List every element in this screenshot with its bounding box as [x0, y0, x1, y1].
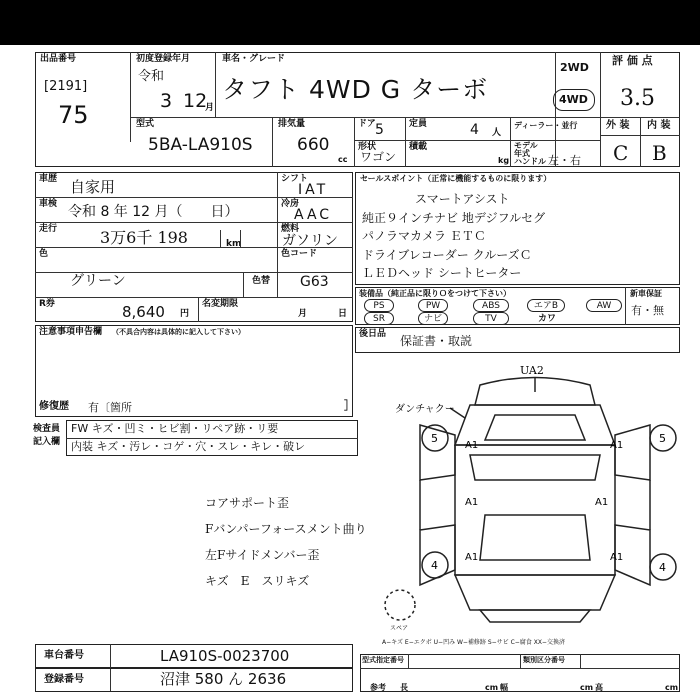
diag-dent-label: ダンチャクー [395, 404, 455, 415]
ext-label: 外 装 [606, 120, 630, 131]
chassis-value: LA910S-0023700 [160, 647, 290, 665]
mileage-value: 3万6千 198 [100, 228, 188, 247]
lot-ref: [2191] [44, 79, 88, 94]
diag-mark-6: A1 [610, 552, 624, 563]
chassis-label: 車台番号 [44, 650, 84, 661]
car-diagram [380, 360, 680, 640]
type-value: 5BA-LA910S [148, 135, 253, 155]
name-change-month: 月 [298, 309, 308, 319]
new-warranty-label: 新車保証 [630, 289, 662, 298]
note-4: キズ E スリキズ [205, 574, 310, 588]
note-3: 左Fサイドメンバー歪 [205, 548, 320, 562]
sales-line-1: スマートアシスト [415, 192, 510, 206]
disp-label: 排気量 [278, 119, 306, 129]
ac-value: AAC [294, 207, 333, 223]
fill-title: 記入欄 [33, 437, 61, 447]
exterior-damage: FW キズ・凹ミ・ヒビ割・リペア跡・リ要 [71, 422, 279, 435]
top-black-bar [0, 0, 700, 45]
equip-label: 装備品（純正品に限りＯをつけて下さい） [359, 289, 511, 298]
notes-label: 注意事項申告欄 [39, 327, 103, 337]
ext-grade: C [613, 141, 629, 165]
reg-era: 令和 [138, 69, 165, 84]
reg-label: 初度登録年月 [136, 54, 191, 64]
int-grade: B [652, 141, 667, 165]
equip-navi: ナビ [418, 312, 448, 325]
diag-mark-5: A1 [465, 552, 479, 563]
height-label: 高 [595, 683, 603, 692]
door-value: 5 [375, 122, 384, 138]
fuel-value: ガソリン [282, 233, 338, 249]
interior-damage: 内装 キズ・汚レ・コゲ・穴・スレ・キレ・破レ [71, 440, 306, 453]
note-2: Fバンパーフォースメント曲り [205, 522, 367, 536]
diag-mark-3: A1 [465, 497, 479, 508]
plate-label: 登録番号 [44, 674, 84, 685]
cap-value: 4 [470, 122, 479, 138]
cap-unit: 人 [492, 128, 502, 138]
repair-label: 修復歴 [39, 401, 69, 412]
sales-line-2: 純正９インチナビ 地デジフルセグ [362, 211, 546, 225]
int-label: 内 装 [647, 120, 671, 131]
equip-sr: SR [364, 312, 394, 325]
note-1: コアサポート歪 [205, 496, 290, 510]
type-cert-label: 型式指定番号 [362, 656, 404, 664]
disp-unit: cc [338, 155, 348, 164]
recycle-label: R券 [39, 299, 55, 309]
load-unit: kg [498, 156, 510, 165]
history-label: 車歴 [39, 174, 58, 184]
door-label: ドア [358, 119, 376, 129]
new-warranty-value: 有・無 [631, 304, 664, 317]
equip-ps: PS [364, 299, 394, 312]
mileage-unit: km [226, 239, 242, 249]
drive-4wd: 4WD [559, 93, 588, 106]
handle-value: 左・右 [548, 154, 581, 167]
reg-month: 12 [183, 90, 208, 112]
notes-sub: （不具合内容は具体的に記入して下さい） [112, 328, 245, 336]
fuel-label: 燃料 [281, 224, 300, 234]
cap-label: 定員 [409, 119, 428, 129]
shift-label: シフト [281, 174, 309, 184]
equip-tv: TV [473, 312, 509, 325]
model-year-label: モデル 年式 [514, 141, 538, 158]
diag-mark-4: A1 [595, 497, 609, 508]
sales-line-5: ＬＥＤヘッド シートヒーター [362, 266, 522, 280]
drive-2wd: 2WD [560, 61, 589, 74]
aftercare-value: 保証書・取説 [400, 334, 473, 348]
equip-pw: PW [418, 299, 448, 312]
width-unit: cm [580, 683, 594, 692]
length-label: 長 [400, 683, 408, 692]
type-label: 型式 [136, 119, 155, 129]
car-name: タフト 4WD G ターボ [222, 75, 489, 104]
sales-line-3: パノラマカメラ ＥＴＣ [362, 229, 486, 243]
height-unit: cm [665, 683, 679, 692]
equip-airbag: エアB [527, 299, 565, 312]
sales-label: セールスポイント（正常に機能するものに限ります） [360, 174, 552, 183]
equip-leather: カワ [538, 314, 557, 324]
sales-line-4: ドライブレコーダー クルーズＣ [362, 248, 532, 262]
score-label: 評 価 点 [612, 54, 653, 67]
diag-top-label: UA2 [520, 364, 544, 377]
lot-label: 出品番号 [40, 54, 77, 64]
name-change-label: 名変期限 [202, 299, 239, 309]
inspect-label: 車検 [39, 199, 58, 209]
equip-abs: ABS [473, 299, 509, 312]
aftercare-label: 後日品 [359, 329, 387, 339]
body-label: 形状 [358, 142, 377, 152]
color-code-label: 色コード [281, 249, 318, 259]
mileage-label: 走行 [39, 224, 58, 234]
shift-value: IAT [298, 182, 329, 198]
yen-unit: 円 [180, 309, 190, 319]
disp-value: 660 [297, 135, 330, 155]
spare-label: スペア [390, 625, 409, 632]
damage-legend: A−キズ E−エクボ U−凹み W−補修跡 S−サビ C−腐食 XX−交換済 [382, 639, 565, 646]
ref-label: 参考 [370, 683, 386, 692]
color-code-value: G63 [300, 274, 329, 290]
color-no-label: 色替 [252, 276, 271, 286]
repair-close: ］ [344, 399, 355, 412]
dealer-label: ディーラー・並行 [514, 121, 578, 130]
model-label: 車名・グレード [222, 54, 286, 64]
reg-month-unit: 月 [205, 103, 215, 113]
body-value: ワゴン [360, 150, 397, 164]
diag-mark-1: A1 [465, 440, 479, 451]
ac-label: 冷房 [281, 199, 300, 209]
recycle-value: 8,640 [122, 303, 165, 321]
tire-rl: 4 [431, 559, 438, 572]
plate-value: 沼津 580 ん 2636 [160, 670, 287, 688]
lot-number: 75 [58, 101, 89, 129]
notes-frame [35, 325, 353, 417]
repair-value: 有〔箇所 [88, 401, 132, 414]
inspect-value: 令和 8 年 12 月（ 日） [68, 204, 239, 220]
history-value: 自家用 [70, 178, 116, 196]
equip-aw: AW [586, 299, 622, 312]
inspector-title: 検査員 [33, 424, 61, 434]
load-label: 積載 [409, 142, 428, 152]
tire-fl: 5 [431, 432, 438, 445]
tire-fr: 5 [659, 432, 666, 445]
diag-mark-2: A1 [610, 440, 624, 451]
length-unit: cm [485, 683, 499, 692]
color-value: グリーン [70, 273, 126, 289]
width-label: 幅 [500, 683, 508, 692]
class-label: 類別区分番号 [523, 656, 565, 664]
handle-label: ハンドル [514, 157, 546, 166]
tire-rr: 4 [659, 561, 666, 574]
score-value: 3.5 [620, 86, 655, 111]
reg-year: 3 [160, 90, 173, 112]
color-label: 色 [39, 249, 49, 259]
name-change-day: 日 [338, 309, 348, 319]
